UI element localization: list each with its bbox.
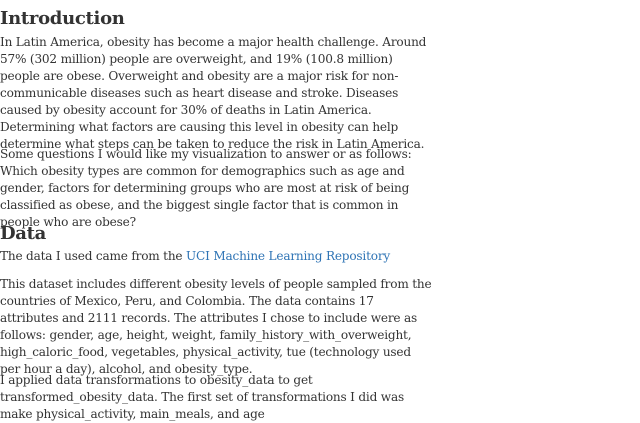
data-heading: Data (0, 223, 47, 244)
introduction-paragraph-2: Some questions I would like my visualization to answer or as follows: Which obesity types are common for demographics such as age and gender, factors for determining groups who are most at risk of being classified as obese, and the biggest single factor that is common in people who are obese? (0, 147, 412, 229)
data-paragraph-2: This dataset includes different obesity levels of people sampled from the countries of Mexico, Peru, and Colombia. The data contains 17 attributes and 2111 records. The attributes I chose to include were as follows: gender, age, height, weight, family_history_with_overweight, high_caloric_food, vegetables, physical_activity, tue (technology used per hour a day), alcohol, and obesity_type. (0, 277, 432, 376)
introduction-heading: Introduction (0, 8, 125, 29)
uci-repository-link[interactable]: UCI Machine Learning Repository (186, 249, 391, 263)
data-source-paragraph (0, 248, 432, 265)
data-source-prefix: The data I used came from the (0, 249, 187, 263)
introduction-paragraph-1: In Latin America, obesity has become a major health challenge. Around 57% (302 million) people are overweight, and 19% (100.8 million) people are obese. Overweight and obesity are a major risk for non-communicable diseases such as heart disease and stroke. Diseases caused by obesity account for 30% of deaths in Latin America. Determining what factors are causing this level in obesity can help determine what steps can be taken to reduce the risk in Latin America. (0, 35, 427, 151)
data-paragraph-3: I applied data transformations to obesity_data to get transformed_obesity_data. The first set of transformations I did was make physical_activity, main_meals, and age (0, 373, 404, 421)
